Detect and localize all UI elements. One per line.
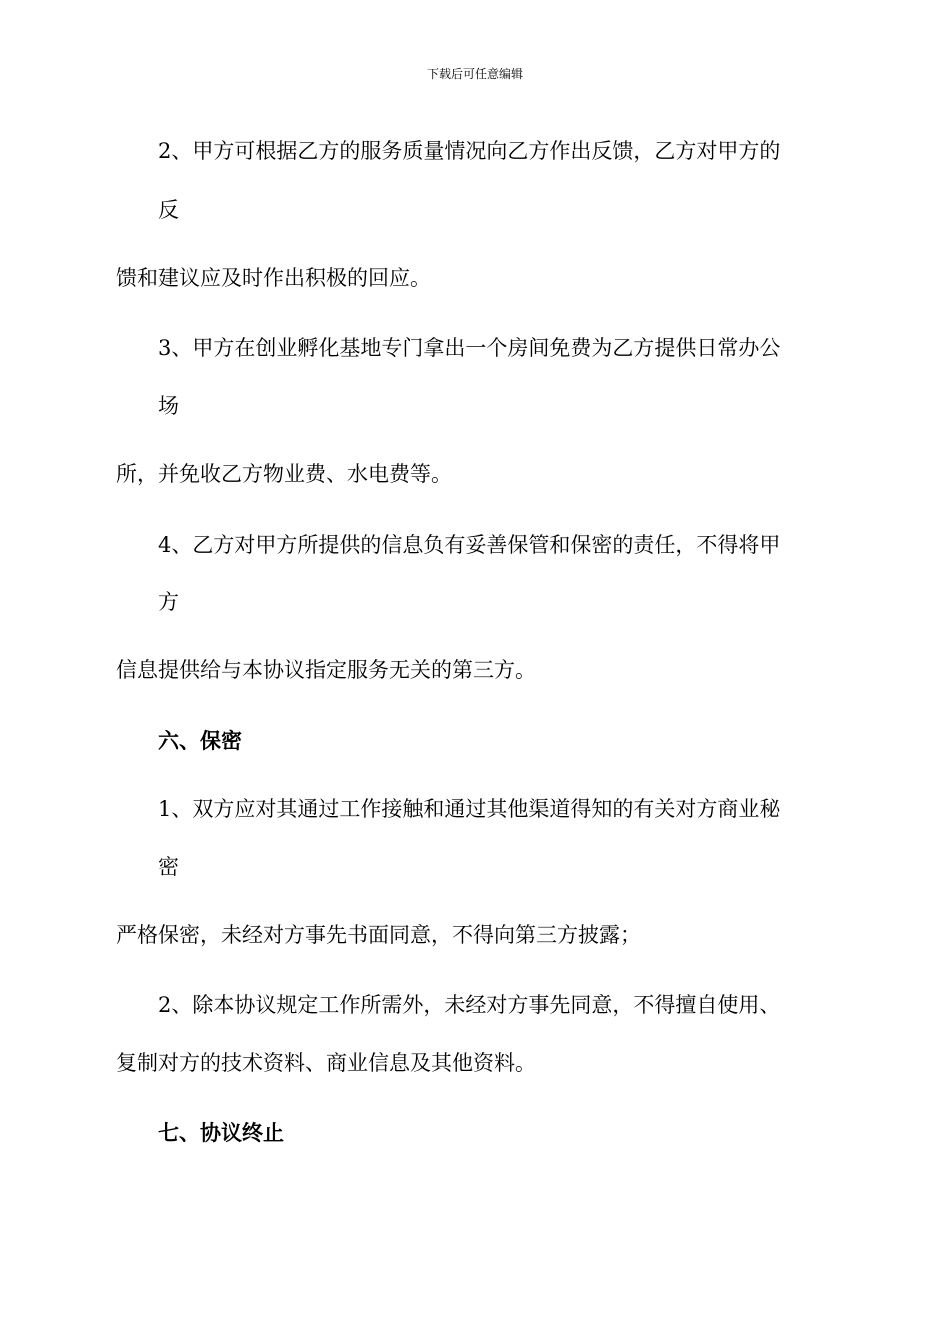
section-6-heading: 六、保密 bbox=[158, 728, 242, 753]
clause-5-2-line-2: 反 bbox=[158, 198, 179, 222]
page-header-note: 下载后可任意编辑 bbox=[426, 67, 523, 81]
clause-6-1-line-2: 密 bbox=[158, 855, 179, 879]
clause-6-1-line-1: 1、双方应对其通过工作接触和通过其他渠道得知的有关对方商业秘 bbox=[158, 797, 781, 821]
clause-5-2-line-1: 2、甲方可根据乙方的服务质量情况向乙方作出反馈，乙方对甲方的 bbox=[158, 139, 781, 163]
clause-5-4-line-3: 信息提供给与本协议指定服务无关的第三方。 bbox=[116, 658, 536, 682]
clause-5-3-line-2: 场 bbox=[158, 394, 179, 418]
clause-6-2-line-2: 复制对方的技术资料、商业信息及其他资料。 bbox=[116, 1051, 536, 1075]
clause-5-3-line-3: 所，并免收乙方物业费、水电费等。 bbox=[116, 462, 452, 486]
clause-5-4-line-2: 方 bbox=[158, 590, 179, 614]
clause-6-1-line-3: 严格保密，未经对方事先书面同意，不得向第三方披露； bbox=[116, 923, 641, 947]
clause-5-2-line-3: 馈和建议应及时作出积极的回应。 bbox=[116, 266, 431, 290]
clause-6-2-line-1: 2、除本协议规定工作所需外，未经对方事先同意，不得擅自使用、 bbox=[158, 993, 781, 1017]
section-7-heading: 七、协议终止 bbox=[158, 1120, 284, 1145]
clause-5-3-line-1: 3、甲方在创业孵化基地专门拿出一个房间免费为乙方提供日常办公 bbox=[158, 336, 781, 360]
clause-5-4-line-1: 4、乙方对甲方所提供的信息负有妥善保管和保密的责任，不得将甲 bbox=[158, 533, 781, 557]
